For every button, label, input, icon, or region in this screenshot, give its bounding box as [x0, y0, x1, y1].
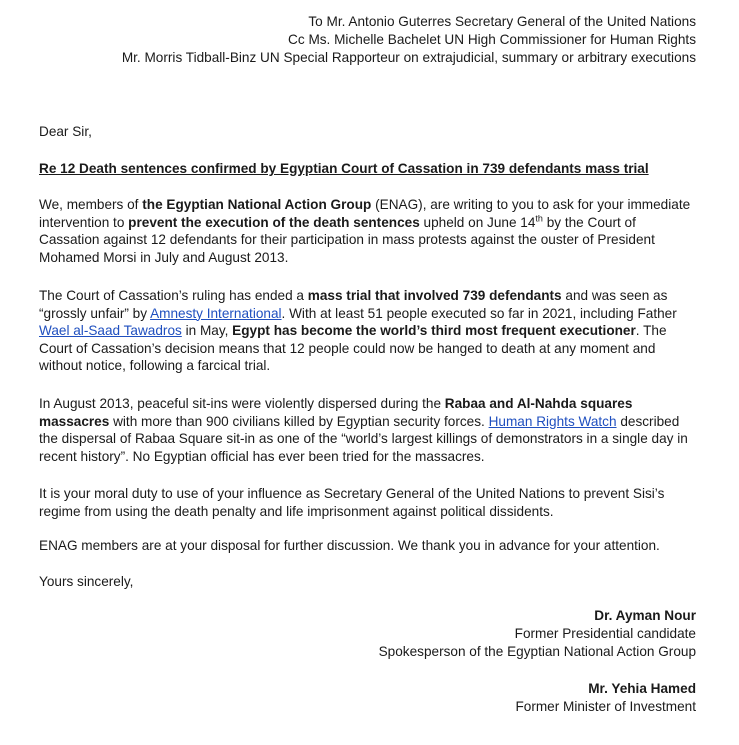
text-span: in May, [181, 323, 233, 338]
signatory-title: Spokesperson of the Egyptian National Action Group [378, 644, 696, 659]
amnesty-international-link[interactable]: Amnesty International [150, 305, 282, 321]
bold-span: Egypt has become the world’s third most frequent executioner [232, 323, 636, 338]
cc-line: Cc Ms. Michelle Bachelet UN High Commissioner for Human Rights [288, 32, 696, 47]
superscript: th [535, 212, 543, 223]
wael-al-saad-tawadros-link[interactable]: Wael al-Saad Tawadros [39, 323, 182, 338]
text-span: We, members of [39, 197, 143, 212]
paragraph-availability: ENAG members are at your disposal for further discussion. We thank you in advance for your attention. [39, 538, 660, 553]
signature-block [379, 607, 696, 661]
subject-line: Re 12 Death sentences confirmed by Egyptian Court of Cassation in 739 defendants mass trial [39, 161, 649, 176]
signatory-name: Mr. Yehia Hamed [588, 681, 696, 696]
text-span: by the Court of Cassation against 12 defendants for their participation in mass protests against the ouster of President Mohamed Morsi in July and August 2013. [39, 214, 655, 265]
text-span: described the dispersal of Rabaa Square sit-in as one of the “world’s largest killings of demonstrators in a single day in recent history”. No Egyptian official has ever been tried for the massacres. [39, 413, 688, 464]
paragraph-intro [39, 196, 699, 266]
text-span: . The Court of Cassation’s decision means that 12 people could now be hanged to death at any moment and without notice, following a farcical trial. [39, 323, 667, 373]
paragraph-court-ruling [39, 287, 699, 375]
text-span: (ENAG), are writing to you to ask for your immediate intervention to [39, 197, 691, 230]
bold-span: mass trial that involved 739 defendants [307, 288, 562, 303]
text-span: upheld on June 14 [419, 214, 536, 230]
text-span: In August 2013, peaceful sit-ins were violently dispersed during the [39, 396, 445, 411]
recipient-line: To Mr. Antonio Guterres Secretary General of the United Nations [308, 14, 696, 29]
paragraph-massacres [39, 395, 699, 465]
recipients-block [122, 13, 696, 67]
signatory-title: Former Presidential candidate [514, 626, 696, 641]
bold-span: prevent the execution of the death sentences [128, 214, 420, 230]
text-span: . With at least 51 people executed so far in 2021, including Father [281, 305, 677, 321]
salutation: Dear Sir, [39, 124, 92, 139]
signatory-name: Dr. Ayman Nour [594, 608, 696, 623]
cc-line: Mr. Morris Tidball-Binz UN Special Rapporteur on extrajudicial, summary or arbitrary executions [121, 50, 696, 65]
text-span: with more than 900 civilians killed by Egyptian security forces. [109, 413, 489, 429]
signatory-title: Former Minister of Investment [515, 699, 696, 714]
paragraph-moral-duty: It is your moral duty to use of your influence as Secretary General of the United Nations to prevent Sisi’s regime from using the death penalty and life imprisonment against political dissidents. [39, 486, 665, 519]
bold-span: the Egyptian National Action Group [142, 197, 372, 212]
closing: Yours sincerely, [39, 574, 134, 589]
signature-block [515, 680, 696, 716]
text-span: The Court of Cassation’s ruling has ended a [39, 288, 308, 303]
human-rights-watch-link[interactable]: Human Rights Watch [488, 413, 617, 429]
bold-span: Rabaa and Al-Nahda squares massacres [39, 396, 633, 429]
text-span: and was seen as “grossly unfair” by [39, 288, 668, 321]
